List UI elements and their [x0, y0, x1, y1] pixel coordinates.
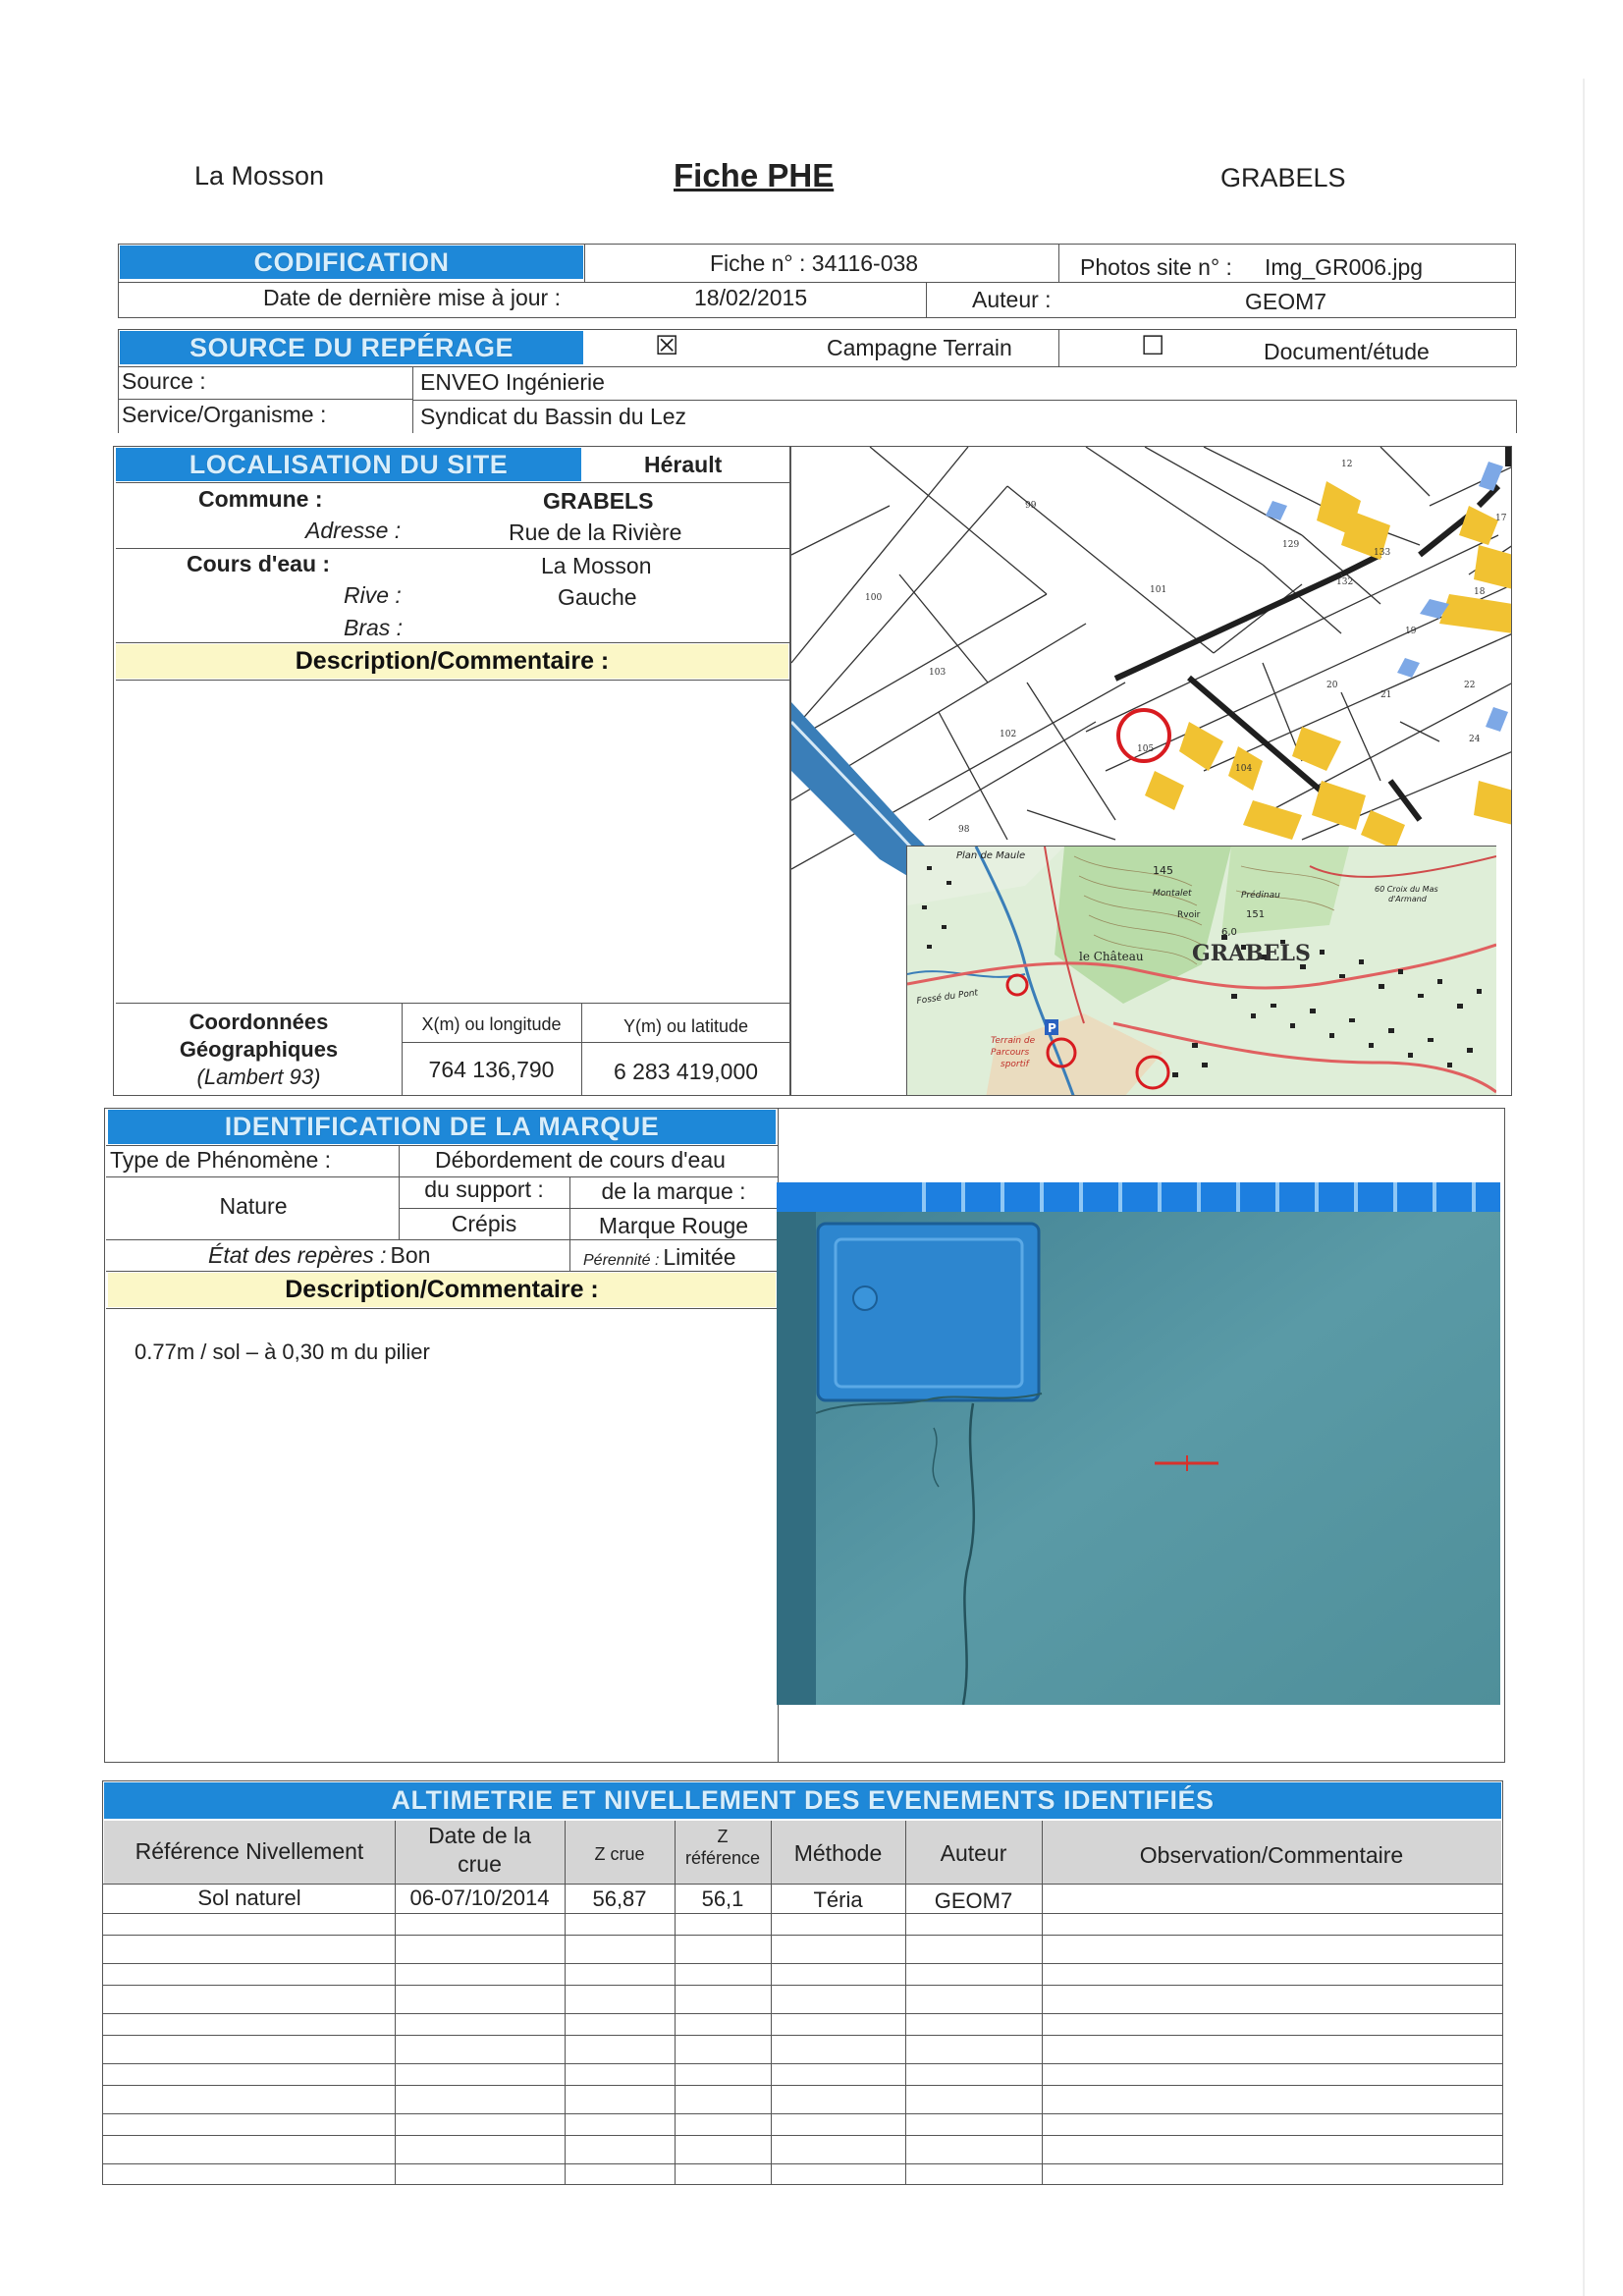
parcel-133: 133	[1374, 548, 1391, 558]
coord-label-2: Géographiques	[179, 1037, 339, 1062]
topo-label-grabels: GRABELS	[1192, 941, 1311, 966]
checkbox-campagne[interactable]: ☒	[655, 331, 679, 361]
col-auteur: Auteur	[940, 1840, 1007, 1866]
adresse-label: Adresse :	[305, 518, 402, 543]
parcel-104: 104	[1235, 764, 1253, 774]
topo-label-armand: d'Armand	[1388, 895, 1427, 903]
identification-desc-title: Description/Commentaire :	[108, 1273, 776, 1307]
col-ref-nivellement: Référence Nivellement	[135, 1838, 364, 1864]
parcel-132: 132	[1336, 577, 1354, 587]
col-z-crue: Z crue	[594, 1844, 645, 1864]
row-methode: Téria	[813, 1887, 863, 1912]
x-label: X(m) ou longitude	[421, 1014, 562, 1034]
site-photo	[777, 1182, 1500, 1705]
option-campagne: Campagne Terrain	[827, 335, 1012, 360]
col-z-reference-1: Z	[717, 1827, 729, 1846]
parcel-103: 103	[929, 668, 947, 678]
col-methode: Méthode	[793, 1840, 883, 1866]
x-value: 764 136,790	[428, 1057, 555, 1082]
parcel-17: 17	[1495, 514, 1507, 523]
fiche-number: Fiche n° : 34116-038	[710, 250, 919, 276]
localisation-desc-title: Description/Commentaire :	[116, 644, 788, 679]
coord-label-3: (Lambert 93)	[196, 1065, 321, 1089]
topo-label-sportif: sportif	[1001, 1060, 1029, 1069]
y-label: Y(m) ou latitude	[622, 1016, 749, 1036]
topo-label-montalet: Montalet	[1153, 889, 1192, 899]
perennite-value: Limitée	[663, 1244, 736, 1270]
topo-label-chateau: le Château	[1079, 950, 1144, 963]
header-left: La Mosson	[194, 161, 325, 191]
etat-label: État des repères :	[208, 1242, 387, 1268]
support-value: Crépis	[451, 1211, 517, 1236]
bras-label: Bras :	[344, 615, 404, 640]
checkbox-document[interactable]: ☐	[1141, 331, 1165, 361]
topo-label-parking: P	[1048, 1021, 1056, 1035]
localisation-section	[113, 446, 790, 1096]
topo-label-parcours: Parcours	[991, 1048, 1030, 1058]
parcel-101: 101	[1150, 585, 1167, 595]
nature-label: Nature	[219, 1193, 288, 1219]
topo-label-6-0: 6,0	[1221, 927, 1237, 938]
parcel-102: 102	[1000, 730, 1017, 739]
row-zcrue: 56,87	[592, 1886, 647, 1911]
source-title: SOURCE DU REPÉRAGE	[120, 331, 583, 364]
service-label: Service/Organisme :	[122, 402, 327, 427]
support-label: du support :	[424, 1176, 544, 1202]
altimetrie-title: ALTIMETRIE ET NIVELLEMENT DES EVENEMENTS IDENTIFIÉS	[104, 1782, 1501, 1819]
topo-label-151: 151	[1246, 909, 1266, 920]
source-value: ENVEO Ingénierie	[420, 369, 605, 395]
row-zref: 56,1	[701, 1886, 744, 1911]
photos-label: Photos site n° :	[1080, 254, 1232, 280]
identification-title: IDENTIFICATION DE LA MARQUE	[108, 1110, 776, 1144]
parcel-129: 129	[1282, 540, 1300, 550]
parcel-105: 105	[1137, 744, 1155, 754]
perennite	[583, 1244, 736, 1271]
topo-label-rvoir: Rvoir	[1177, 910, 1201, 920]
page-title: Fiche PHE	[674, 157, 835, 193]
localisation-title: LOCALISATION DU SITE	[116, 448, 581, 481]
cours-value: La Mosson	[541, 553, 652, 578]
y-value: 6 283 419,000	[613, 1059, 759, 1084]
etat-value: Bon	[390, 1242, 431, 1268]
parcel-98: 98	[958, 825, 970, 835]
topo-label-croix-mas: 60 Croix du Mas	[1375, 885, 1438, 894]
col-date-crue-2: crue	[458, 1851, 502, 1877]
perennite-label: Pérennité :	[583, 1252, 660, 1269]
parcel-18: 18	[1474, 587, 1486, 597]
parcel-12: 12	[1341, 460, 1353, 469]
parcel-21: 21	[1380, 690, 1392, 700]
date-value: 18/02/2015	[694, 285, 808, 310]
topo-label-terrain: Terrain de	[991, 1036, 1036, 1046]
cadastral-map	[790, 446, 1512, 1096]
marque-value: Marque Rouge	[598, 1213, 749, 1238]
commune-label: Commune :	[198, 486, 323, 512]
row-auteur: GEOM7	[934, 1888, 1013, 1913]
parcel-19: 19	[1405, 627, 1417, 636]
topo-label-145: 145	[1153, 864, 1173, 877]
row-date: 06-07/10/2014	[409, 1886, 550, 1910]
source-label: Source :	[122, 368, 206, 394]
parcel-99: 99	[1025, 501, 1037, 511]
departement: Hérault	[644, 452, 723, 477]
etat-reperes	[208, 1242, 430, 1269]
topo-label-plan-de-maule: Plan de Maule	[956, 850, 1026, 861]
type-value: Débordement de cours d'eau	[435, 1147, 726, 1173]
parcel-20: 20	[1326, 681, 1338, 690]
col-date-crue-1: Date de la	[428, 1823, 531, 1848]
col-z-reference-2: référence	[684, 1848, 761, 1868]
rive-value: Gauche	[558, 584, 637, 610]
option-document: Document/étude	[1264, 339, 1430, 364]
marque-label: de la marque :	[601, 1178, 746, 1204]
date-label: Date de dernière mise à jour :	[263, 285, 561, 310]
topo-label-predinau: Prédinau	[1241, 891, 1280, 901]
commune-value: GRABELS	[543, 488, 654, 514]
auteur-label: Auteur :	[972, 287, 1052, 312]
coord-label-1: Coordonnées	[189, 1010, 329, 1034]
topo-label-fosse: Fossé du Pont	[916, 988, 979, 1007]
header-right: GRABELS	[1220, 163, 1346, 192]
photos-value: Img_GR006.jpg	[1265, 254, 1424, 280]
auteur-value: GEOM7	[1245, 289, 1327, 314]
service-value: Syndicat du Bassin du Lez	[420, 404, 687, 429]
cours-label: Cours d'eau :	[187, 551, 331, 576]
codification-title: CODIFICATION	[120, 246, 583, 279]
adresse-value: Rue de la Rivière	[509, 519, 682, 545]
identification-desc-text: 0.77m / sol – à 0,30 m du pilier	[135, 1339, 430, 1364]
parcel-100: 100	[865, 593, 883, 603]
parcel-24: 24	[1469, 735, 1481, 744]
scan-edge	[1583, 79, 1585, 2296]
rive-label: Rive :	[344, 582, 402, 608]
topo-map-inset	[906, 846, 1496, 1096]
col-observation: Observation/Commentaire	[1139, 1842, 1404, 1868]
row-ref: Sol naturel	[197, 1886, 301, 1910]
type-label: Type de Phénomène :	[110, 1147, 332, 1173]
parcel-22: 22	[1464, 681, 1476, 690]
